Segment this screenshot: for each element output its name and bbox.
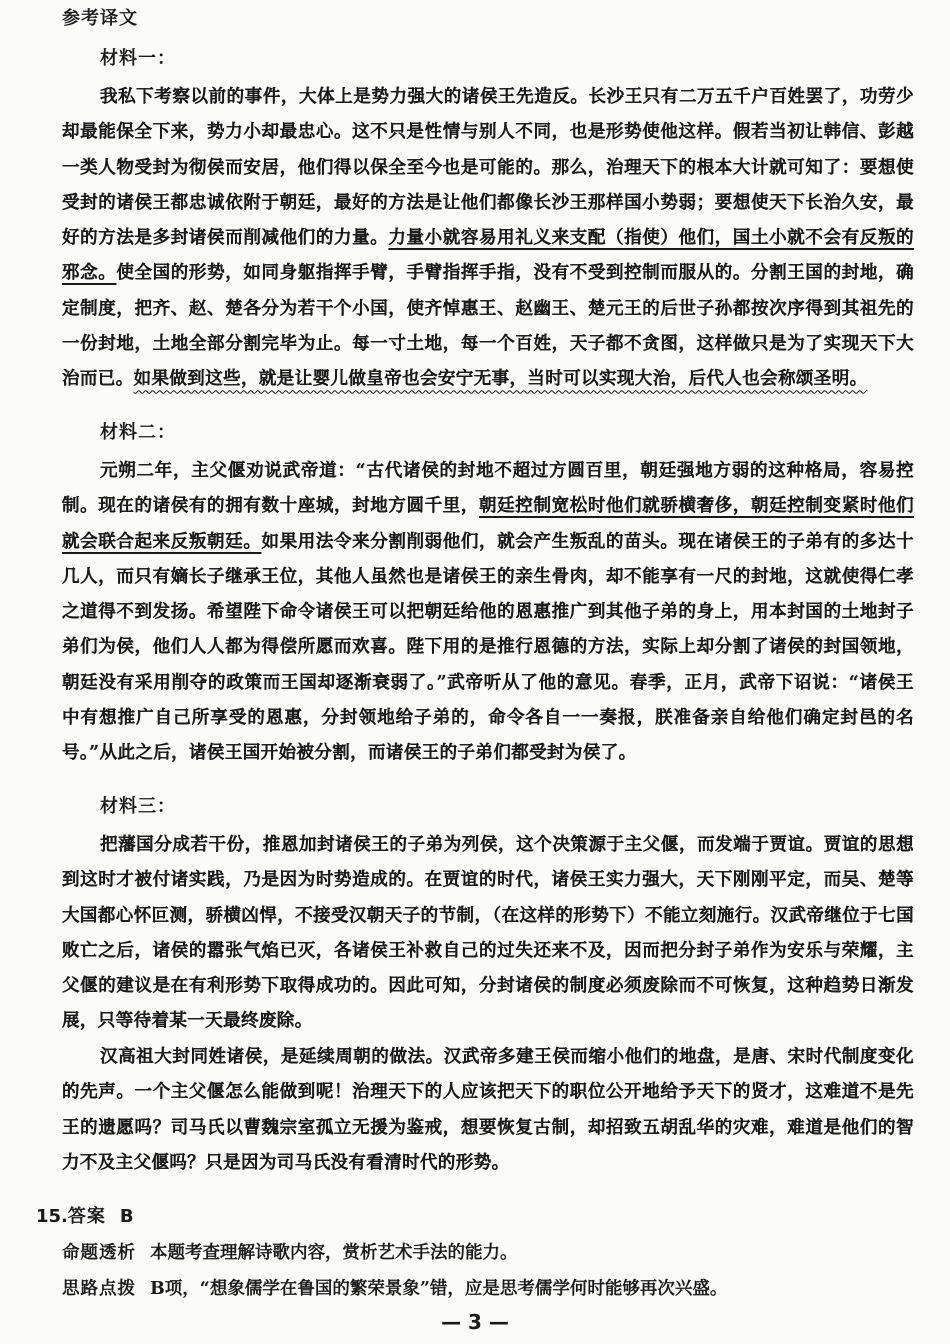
material2-title: 材料二： xyxy=(100,422,176,443)
material1-title: 材料一： xyxy=(100,48,176,69)
answer-label: 答案 xyxy=(67,1206,106,1227)
hint-row xyxy=(62,1276,727,1302)
material3-paragraph-1: 把藩国分成若干份，推恩加封诸侯王的子弟为列侯，这个决策源于主父偃，而发端于贾谊。贾谊的思想到这时才被付诸实践，乃是因为时势造成的。在贾谊的时代，诸侯王实力强大，天下刚刚平定，而吴、楚等大国都心怀叵测，骄横凶悍，不接受汉朝天子的节制，（在这样的形势下）不能立刻施行。汉武帝继位于七国败亡之后，诸侯的嚣张气焰已灭，各诸侯王补救自己的过失还来不及，因而把分封子弟作为安乐与荣耀，主父偃的建议是在有利形势下取得成功的。因此可知，分封诸侯的制度必须废除而不可恢复，这种趋势日渐发展，只等待着某一天最终废除。 xyxy=(62,835,914,1032)
hint-label: 思路点拨 xyxy=(62,1279,136,1299)
focus-text: 本题考查理解诗歌内容，赏析艺术手法的能力。 xyxy=(150,1243,518,1263)
material1-text-a: 我私下考察以前的事件，大体上是势力强大的诸侯王先造反。长沙王只有二万五千户百姓罢了，功劳少却最能保全下来，势力小却最忠心。这不只是性情与别人不同，也是形势使他这样。假若当初让韩信、彭越一类人物受封为彻侯而安居，他们得以保全至今也是可能的。那么，治理天下的根本大计就可知了：要想使受封的诸侯王都忠诚依附于朝廷，最好的方法是让他们都像长沙王那样国小势弱；要想使天下长治久安，最好的方法是多封诸侯而削减他们的力量。 xyxy=(62,87,914,249)
material2-paragraph xyxy=(62,454,914,772)
material1-text-b: 使全国的形势，如同身躯指挥手臂，手臂指挥手指，没有不受到控制而服从的。分割王国的封地，确定制度，把齐、赵、楚各分为若干个小国，使齐悼惠王、赵幽王、楚元王的后世子孙都按次序得到其祖先的一份封地，土地全部分割完毕为止。每一寸土地，每一个百姓，天子都不贪图，这样做只是为了实现天下大治而已。 xyxy=(62,263,914,390)
material1-paragraph xyxy=(62,80,914,398)
question-number: 15. xyxy=(36,1206,68,1227)
answer-value: B xyxy=(119,1206,134,1227)
answer-row xyxy=(36,1204,134,1230)
material3-paragraph-2: 汉高祖大封同姓诸侯，是延续周朝的做法。汉武帝多建王侯而缩小他们的地盘，是唐、宋时代制度变化的先声。一个主父偃怎么能做到呢！治理天下的人应该把天下的职位公开地给予天下的贤才，这难道不是先王的遗愿吗？司马氏以曹魏宗室孤立无援为鉴戒，想要恢复古制，却招致五胡乱华的灾难，难道是他们的智力不及主父偃吗？只是因为司马氏没有看清时代的形势。 xyxy=(62,1047,914,1173)
page-number: — 3 — xyxy=(441,1310,509,1334)
material1-wavy-underlined-text: 如果做到这些，就是让婴儿做皇帝也会安宁无事，当时可以实现大治，后代人也会称颂圣明。 xyxy=(133,369,868,390)
focus-label: 命题透析 xyxy=(62,1243,136,1263)
material3-title: 材料三： xyxy=(100,796,176,817)
material1-underlined-text: 力量小就容易用礼义来支配（指使）他们，国土小就不会有反叛的邪念。 xyxy=(62,228,914,284)
material2-text-a: 元朔二年，主父偃劝说武帝道：“古代诸侯的封地不超过方圆百里，朝廷强地方弱的这种格局，容易控制。现在的诸侯有的拥有数十座城，封地方圆千里， xyxy=(62,461,914,517)
focus-row xyxy=(62,1240,518,1266)
section-heading: 参考译文 xyxy=(62,8,138,29)
material2-underlined-text: 朝廷控制宽松时他们就骄横奢侈，朝廷控制变紧时他们就会联合起来反叛朝廷。 xyxy=(62,496,914,552)
material2-text-b: 如果用法令来分割削弱他们，就会产生叛乱的苗头。现在诸侯王的子弟有的多达十几人，而只有嫡长子继承王位，其他人虽然也是诸侯王的亲生骨肉，却不能享有一尺的封地，这就使得仁孝之道得不到发扬。希望陛下命令诸侯王可以把朝廷给他的恩惠推广到其他子弟的身上，用本封国的土地封子弟们为侯，他们人人都为得偿所愿而欢喜。陛下用的是推行恩德的方法，实际上却分割了诸侯的封国领地，朝廷没有采用削夺的政策而王国却逐渐衰弱了。”武帝听从了他的意见。春季，正月，武帝下诏说：“诸侯王中有想推广自己所享受的恩惠，分封领地给子弟的，命令各自一一奏报，朕准备亲自给他们确定封邑的名号。”从此之后，诸侯王国开始被分割，而诸侯王的子弟们都受封为侯了。 xyxy=(62,531,914,764)
hint-text: B项，“想象儒学在鲁国的繁荣景象”错，应是思考儒学何时能够再次兴盛。 xyxy=(150,1279,728,1299)
